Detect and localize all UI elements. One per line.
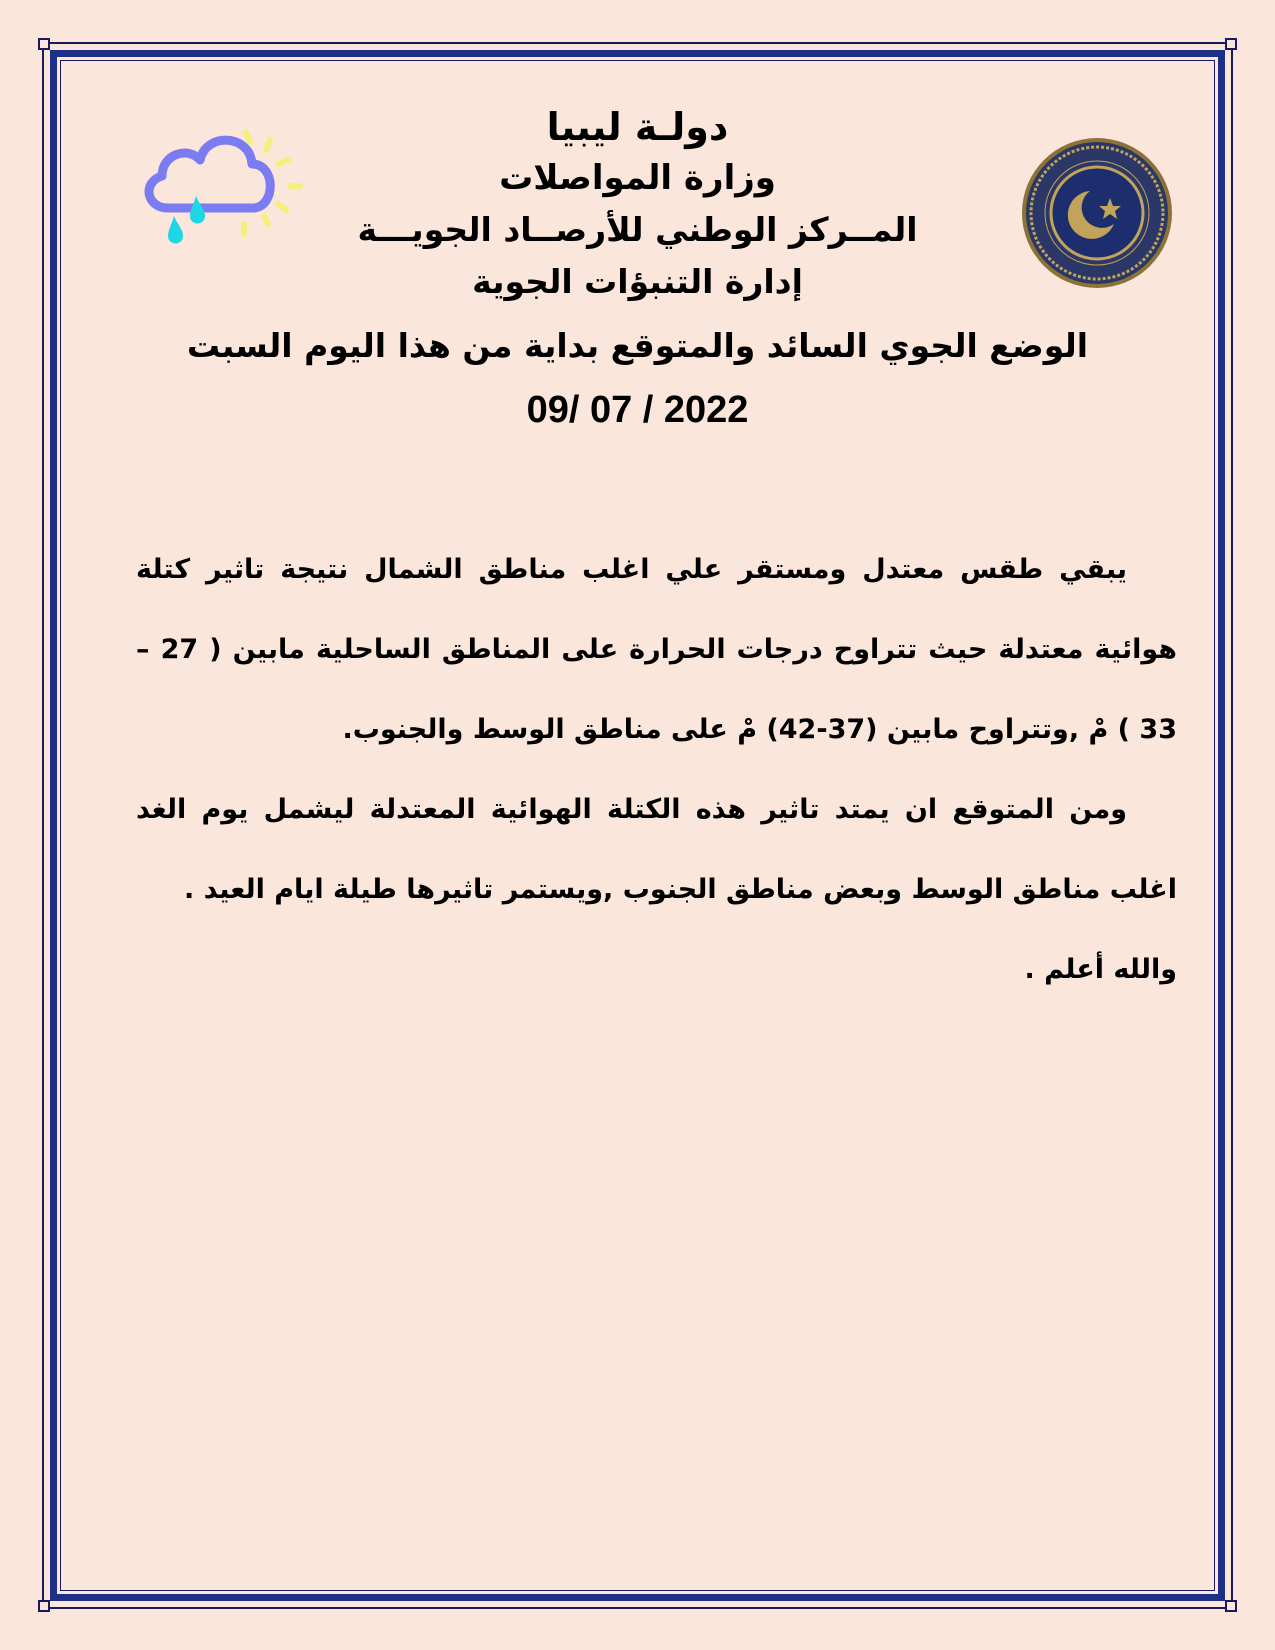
bulletin-body [136, 530, 1177, 1010]
bulletin-title: الوضع الجوي السائد والمتوقع بداية من هذا اليوم السبت [186, 326, 1089, 365]
country-name: دولـة ليبيا [546, 105, 729, 149]
closing-line: والله أعلم . [1024, 954, 1177, 985]
forecast-paragraph: ومن المتوقع ان يمتد تاثير هذه الكتلة الهوائية المعتدلة ليشمل يوم الغد اغلب مناطق الوسط وبعض مناطق الجنوب ,ويستمر تاثيرها طيلة ايام العيد . [136, 794, 1177, 905]
ministry-name: وزارة المواصلات [499, 158, 776, 198]
frame-corner [1225, 38, 1237, 50]
frame-corner [38, 38, 50, 50]
department-name: إدارة التنبؤات الجوية [472, 262, 803, 301]
frame-corner [1225, 1600, 1237, 1612]
document-header [0, 102, 1275, 436]
center-name: المــركز الوطني للأرصــاد الجويـــة [357, 210, 918, 249]
forecast-paragraph: يبقي طقس معتدل ومستقر علي اغلب مناطق الشمال نتيجة تاثير كتلة هوائية معتدلة حيث تتراوح درجات الحرارة على المناطق الساحلية مابين ( 27 – 33 ) مْ ,وتتراوح مابين (37-42) مْ على مناطق الوسط والجنوب. [136, 554, 1177, 745]
frame-corner [38, 1600, 50, 1612]
bulletin-date: 09/ 07 / 2022 [526, 389, 749, 431]
